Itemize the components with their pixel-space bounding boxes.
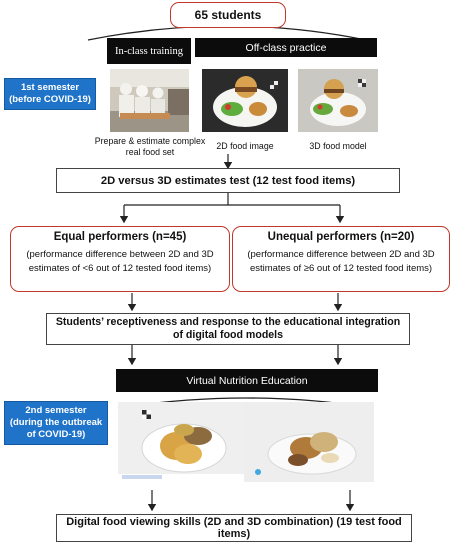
virtual-plate-3d-illustration [244, 402, 374, 482]
virtual-plate-2d-illustration [118, 402, 244, 482]
food-2d-photo [202, 69, 288, 132]
caption-3d-model: 3D food model [309, 141, 367, 151]
offclass-label: Off-class practice [195, 38, 377, 57]
test-title: 2D versus 3D estimates test (12 test food items) [100, 174, 356, 187]
semester-1-tag: 1st semester (before COVID-19) [4, 78, 96, 110]
unequal-performers-box [232, 226, 450, 292]
virtual-2d-photo [118, 402, 244, 482]
semester-2-tag: 2nd semester (during the outbreak of COVID-19) [4, 401, 108, 445]
plate-2d-illustration [202, 69, 288, 132]
caption-prepare: Prepare & estimate complex real food set [94, 136, 206, 157]
students-label: 65 students [194, 8, 262, 22]
virtual-education-banner: Virtual Nutrition Education [116, 369, 378, 392]
virtual-3d-photo [244, 402, 374, 482]
students-box [170, 2, 286, 28]
caption-2d-image: 2D food image [216, 141, 274, 151]
receptiveness-text: Students’ receptiveness and response to the educational integration of digital food models [55, 316, 401, 341]
inclass-label: In-class training [107, 38, 191, 64]
unequal-title: Unequal performers (n=20) [267, 231, 415, 243]
equal-desc: (performance difference between 2D and 3D estimates of <6 out of 12 tested food items) [26, 249, 214, 274]
test-box [56, 168, 400, 193]
kitchen-illustration [110, 69, 189, 132]
food-3d-photo [298, 69, 378, 132]
unequal-desc: (performance difference between 2D and 3D estimates of ≥6 out of 12 tested food items) [247, 249, 435, 274]
inclass-kitchen-photo [110, 69, 189, 132]
equal-performers-box [10, 226, 230, 292]
plate-3d-illustration [298, 69, 378, 132]
final-skills-box [56, 514, 412, 542]
final-text: Digital food viewing skills (2D and 3D combination) (19 test food items) [66, 516, 402, 540]
equal-title: Equal performers (n=45) [53, 231, 187, 243]
receptiveness-box [46, 313, 410, 345]
